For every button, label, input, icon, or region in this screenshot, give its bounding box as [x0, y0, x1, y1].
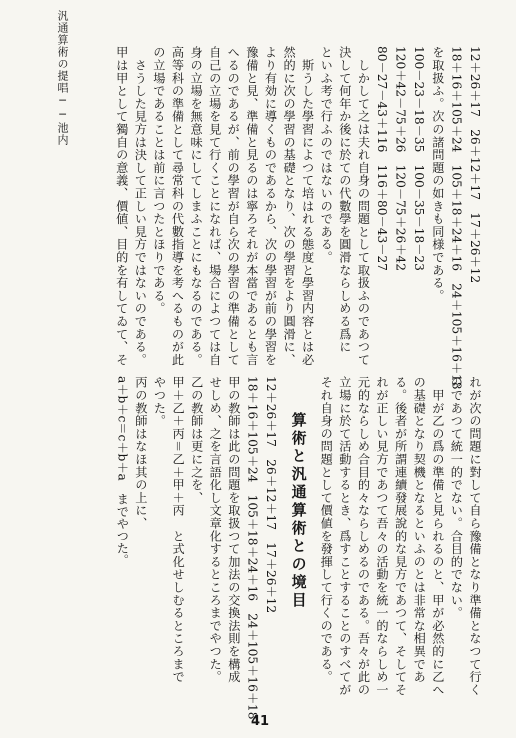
text-line: やつた。	[152, 376, 167, 428]
text-line: より有効に導くものであるから、次の學習が前の學習を	[263, 46, 278, 366]
text-line: 丙の教師はなほ其の上に、	[133, 376, 148, 530]
text-line: 元的ならしめ合目的々ならしめるのである。吾々が此の	[356, 376, 371, 696]
text-line: しかして之は夫れ自身の問題として取扱ふのであつて	[356, 46, 371, 366]
text-line: さうした見方は決して正しい見方ではないのである。	[133, 46, 148, 366]
text-line: れが次の問題に對して自ら豫備となり準備となつて行く	[468, 376, 482, 696]
text-line: 100－23－18－35 100－35－18－23	[412, 46, 427, 271]
section-heading: 算術と汎通算術との境目	[289, 412, 308, 610]
text-line: 120＋42－75＋26 120－75＋26＋42	[393, 46, 408, 271]
upper-text-block	[86, 46, 484, 390]
text-line: れが正しい見方であつて吾々の活動を統一的ならしめ一	[375, 376, 390, 696]
text-line: 豫備と見、準備と見るのは寧ろそれが本當であるとも言	[244, 46, 259, 366]
text-line: 18＋16＋105＋24 105＋18＋24＋16 24＋105＋16＋18	[449, 46, 464, 390]
text-line: 甲は甲として獨自の意義、價値、目的を有してゐて、そ	[114, 46, 129, 366]
text-line: 甲が乙の爲の準備と見られるのと、甲が必然的に乙へ	[430, 376, 445, 696]
text-line: へるのであるが、前の學習が自ら次の學習の準備として	[226, 46, 241, 366]
text-line: の立場であることは前に言つたとほりである。	[151, 46, 166, 315]
text-line: 立場に於て活動するとき、爲すことすることのすべてが	[337, 376, 352, 696]
text-line: 斯うした學習によつて培はれる態度と學習内容とは必	[300, 46, 315, 366]
text-line: それ自身の問題として價値を發揮して行くのである。	[319, 376, 334, 684]
text-line: 80－27－43＋116 116＋80－43－27	[375, 46, 390, 271]
text-line: のであつて統一的でない。合目的でない。	[449, 376, 464, 620]
text-line: 乙の教師は更に之を、	[189, 376, 204, 504]
text-line: a＋b＋c＝c＋b＋a までやつた。	[115, 376, 130, 567]
text-line: の基礎となり契機となるといふのとは非常な相異であ	[412, 376, 427, 684]
text-line: る。後者が所謂連續發展說的な見方であつて、そしてそ	[393, 376, 408, 696]
text-line: せしめ、之を言語化し文章化するところまでやつた。	[208, 376, 223, 684]
text-line: 自己の立場を見て行くことになれば、場合によつては自	[207, 46, 222, 366]
text-line: 12＋26＋17 26＋12＋17 17＋26＋12	[468, 46, 482, 284]
text-line: 18＋16＋105＋24 105＋18＋24＋16 24＋105＋16＋18	[245, 376, 260, 720]
text-line: を取扱ふ。次の諸問題の如きも同様である。	[430, 46, 445, 302]
text-line: 高等科の準備として尋常科の代數指導を考へるものが此	[170, 46, 185, 366]
text-line: 甲の教師は此の問題を取扱つて加法の交換法則を構成	[226, 376, 241, 684]
text-line: 甲＋乙＋丙＝乙＋甲＋丙 と式化せしむるところまで	[171, 376, 186, 684]
lower-text-block	[115, 376, 484, 720]
text-line: といふ考で行ふのではないのである。	[319, 46, 334, 264]
page-number: 41	[250, 714, 270, 729]
running-head: 汎通算術の提唱──池内	[56, 10, 69, 146]
text-line: 然的に次の學習の基礎となり、次の學習をより圓滑に、	[282, 46, 297, 366]
text-line: 決して何年か後に於ての代數學を圓滑ならしめる爲に	[337, 46, 352, 354]
text-line: 12＋26＋17 26＋12＋17 17＋26＋12	[264, 376, 279, 614]
text-line: 身の立場を無意味にしてしまふことにもなるのである。	[189, 46, 204, 366]
